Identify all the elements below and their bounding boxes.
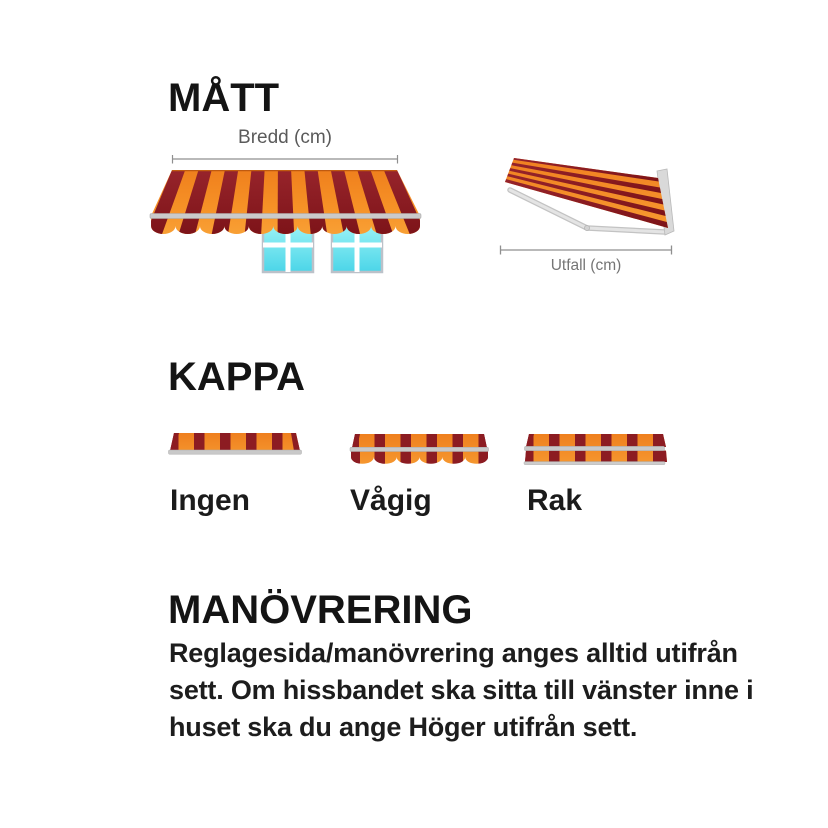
front-awning-illustration bbox=[140, 155, 460, 290]
side-awning-fabric bbox=[505, 158, 668, 228]
kappa-option-label-vagig: Vågig bbox=[350, 484, 432, 517]
kappa-straight-swatch bbox=[519, 430, 669, 472]
manovrering-body-line: sett. Om hissbandet ska sitta till vänster inne i bbox=[169, 675, 754, 705]
front-awning-fabric bbox=[140, 165, 440, 240]
bredd-label: Bredd (cm) bbox=[238, 127, 332, 148]
awning-front-rail bbox=[150, 214, 421, 219]
manovrering-section-title: MANÖVRERING bbox=[168, 588, 473, 632]
kappa-none-swatch bbox=[165, 430, 305, 460]
manovrering-body-line: Reglagesida/manövrering anges alltid utifrån bbox=[169, 638, 738, 668]
matt-section-title: MÅTT bbox=[168, 76, 280, 120]
kappa-section-title: KAPPA bbox=[168, 355, 306, 399]
bredd-measure-line bbox=[172, 155, 398, 164]
utfall-label: Utfall (cm) bbox=[550, 257, 622, 274]
manovrering-body-line: huset ska du ange Höger utifrån sett. bbox=[169, 712, 638, 742]
kappa-wavy-swatch bbox=[347, 430, 492, 470]
kappa-option-label-ingen: Ingen bbox=[170, 484, 250, 517]
kappa-option-label-rak: Rak bbox=[527, 484, 583, 517]
utfall-measure-line bbox=[500, 246, 672, 255]
